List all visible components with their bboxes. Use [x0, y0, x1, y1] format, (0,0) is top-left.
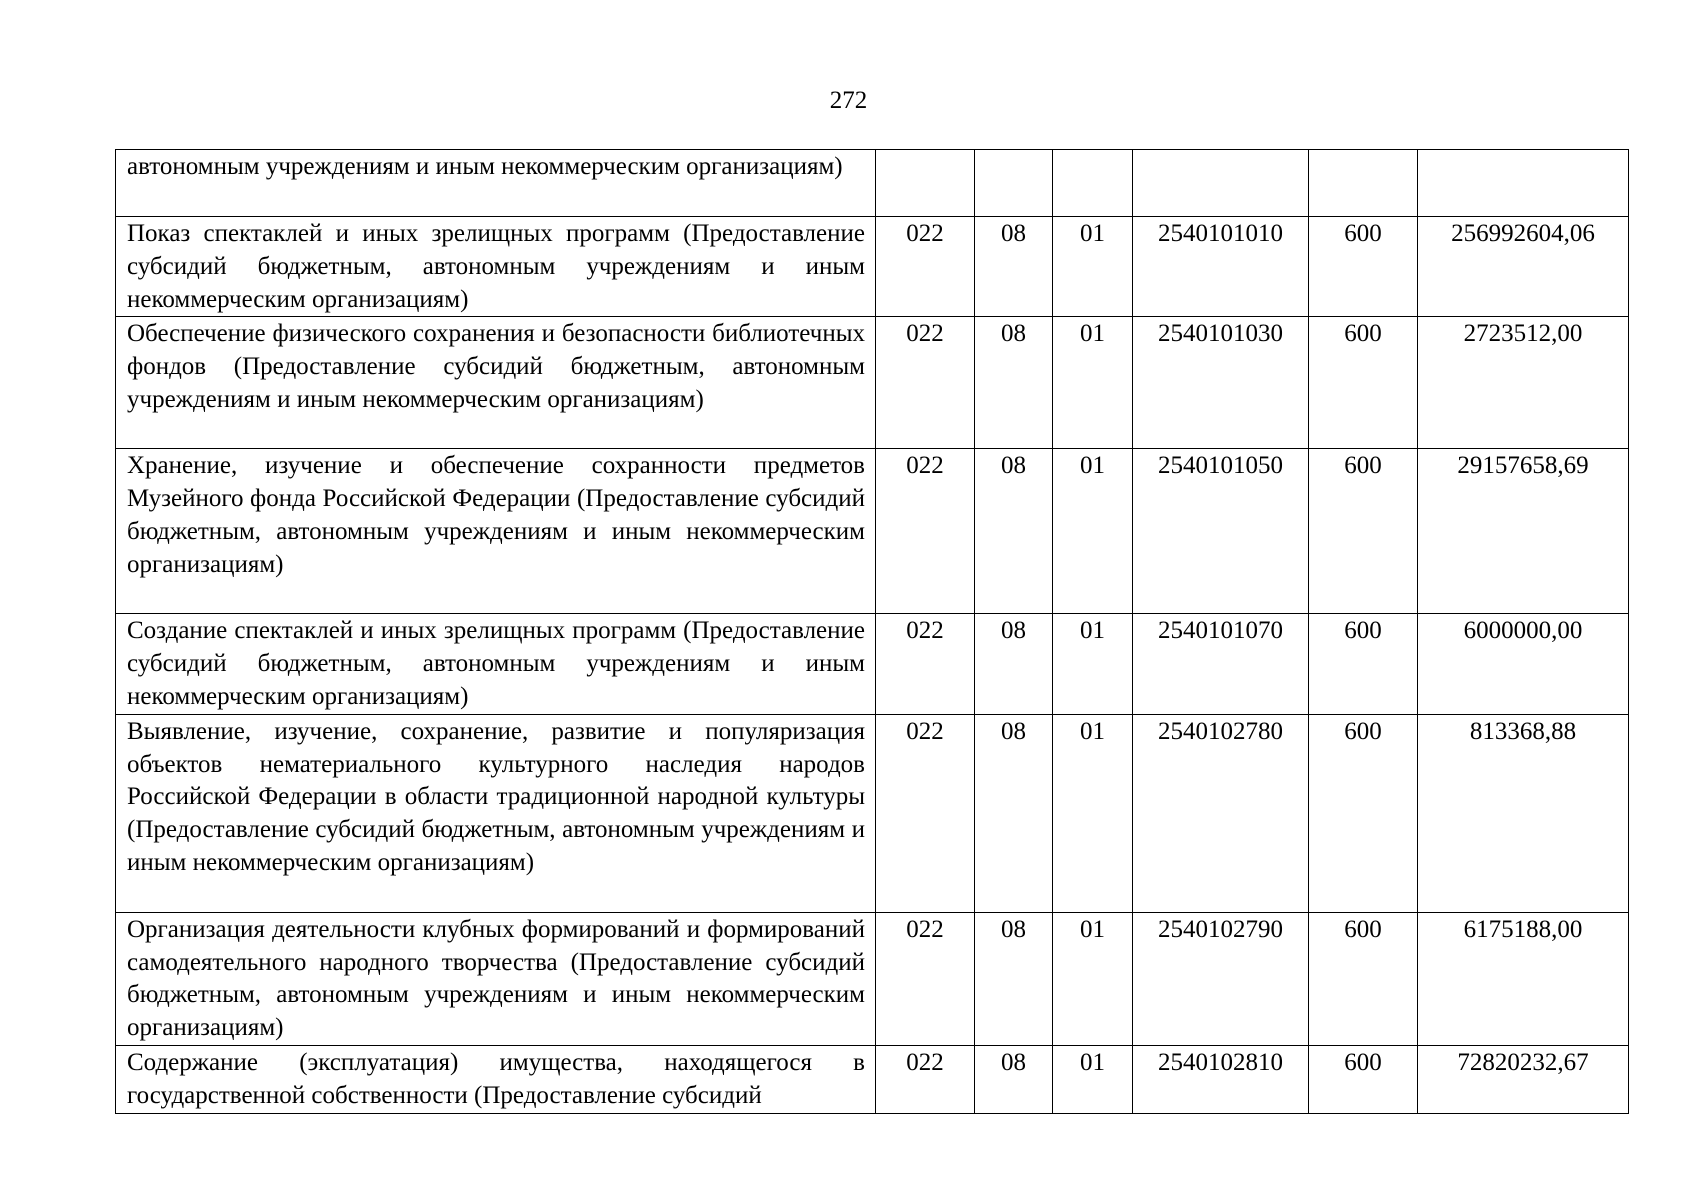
ministry-code: 022	[876, 1045, 975, 1113]
table-row	[116, 317, 1629, 449]
amount	[1418, 150, 1629, 217]
ministry-code: 022	[876, 714, 975, 912]
row-description: Организация деятельности клубных формирований и формирований самодеятельного народного творчества (Предоставление субсидий бюджетным, автономным учреждениям и иным некоммерческим организациям)	[116, 912, 876, 1045]
subsection-code: 01	[1053, 449, 1133, 614]
amount: 813368,88	[1418, 714, 1629, 912]
row-description: Обеспечение физического сохранения и безопасности библиотечных фондов (Предоставление субсидий бюджетным, автономным учреждениям и иным некоммерческим организациям)	[116, 317, 876, 449]
section-code: 08	[975, 714, 1053, 912]
table-row	[116, 614, 1629, 714]
expense-type-code: 600	[1309, 449, 1418, 614]
row-description: Хранение, изучение и обеспечение сохранности предметов Музейного фонда Российской Федерации (Предоставление субсидий бюджетным, автономным учреждениям и иным некоммерческим организациям)	[116, 449, 876, 614]
subsection-code	[1053, 150, 1133, 217]
ministry-code: 022	[876, 449, 975, 614]
expense-type-code: 600	[1309, 912, 1418, 1045]
target-article-code	[1133, 150, 1309, 217]
section-code: 08	[975, 317, 1053, 449]
ministry-code: 022	[876, 912, 975, 1045]
section-code: 08	[975, 912, 1053, 1045]
amount: 6000000,00	[1418, 614, 1629, 714]
table-row	[116, 912, 1629, 1045]
target-article-code: 2540101030	[1133, 317, 1309, 449]
page-number: 272	[829, 87, 868, 114]
amount: 72820232,67	[1418, 1045, 1629, 1113]
row-description: Показ спектаклей и иных зрелищных программ (Предоставление субсидий бюджетным, автономным учреждениям и иным некоммерческим организациям)	[116, 217, 876, 317]
section-code: 08	[975, 449, 1053, 614]
budget-table	[115, 149, 1629, 1114]
ministry-code: 022	[876, 217, 975, 317]
table-row	[116, 1045, 1629, 1113]
subsection-code: 01	[1053, 614, 1133, 714]
expense-type-code: 600	[1309, 714, 1418, 912]
expense-type-code: 600	[1309, 614, 1418, 714]
subsection-code: 01	[1053, 217, 1133, 317]
ministry-code: 022	[876, 317, 975, 449]
target-article-code: 2540102780	[1133, 714, 1309, 912]
ministry-code: 022	[876, 614, 975, 714]
target-article-code: 2540101010	[1133, 217, 1309, 317]
row-description: Содержание (эксплуатация) имущества, находящегося в государственной собственности (Предоставление субсидий	[116, 1045, 876, 1113]
subsection-code: 01	[1053, 1045, 1133, 1113]
table-row	[116, 449, 1629, 614]
section-code	[975, 150, 1053, 217]
amount: 256992604,06	[1418, 217, 1629, 317]
section-code: 08	[975, 217, 1053, 317]
amount: 2723512,00	[1418, 317, 1629, 449]
table-row	[116, 150, 1629, 217]
table-row	[116, 217, 1629, 317]
expense-type-code: 600	[1309, 217, 1418, 317]
amount: 6175188,00	[1418, 912, 1629, 1045]
section-code: 08	[975, 614, 1053, 714]
row-description: Выявление, изучение, сохранение, развитие и популяризация объектов нематериального культурного наследия народов Российской Федерации в области традиционной народной культуры (Предоставление субсидий бюджетным, автономным учреждениям и иным некоммерческим организациям)	[116, 714, 876, 912]
expense-type-code: 600	[1309, 1045, 1418, 1113]
target-article-code: 2540101070	[1133, 614, 1309, 714]
expense-type-code: 600	[1309, 317, 1418, 449]
ministry-code	[876, 150, 975, 217]
row-description: автономным учреждениям и иным некоммерческим организациям)	[116, 150, 876, 217]
table-row	[116, 714, 1629, 912]
target-article-code: 2540102790	[1133, 912, 1309, 1045]
target-article-code: 2540101050	[1133, 449, 1309, 614]
expense-type-code	[1309, 150, 1418, 217]
section-code: 08	[975, 1045, 1053, 1113]
subsection-code: 01	[1053, 912, 1133, 1045]
target-article-code: 2540102810	[1133, 1045, 1309, 1113]
subsection-code: 01	[1053, 317, 1133, 449]
amount: 29157658,69	[1418, 449, 1629, 614]
subsection-code: 01	[1053, 714, 1133, 912]
row-description: Создание спектаклей и иных зрелищных программ (Предоставление субсидий бюджетным, автономным учреждениям и иным некоммерческим организациям)	[116, 614, 876, 714]
